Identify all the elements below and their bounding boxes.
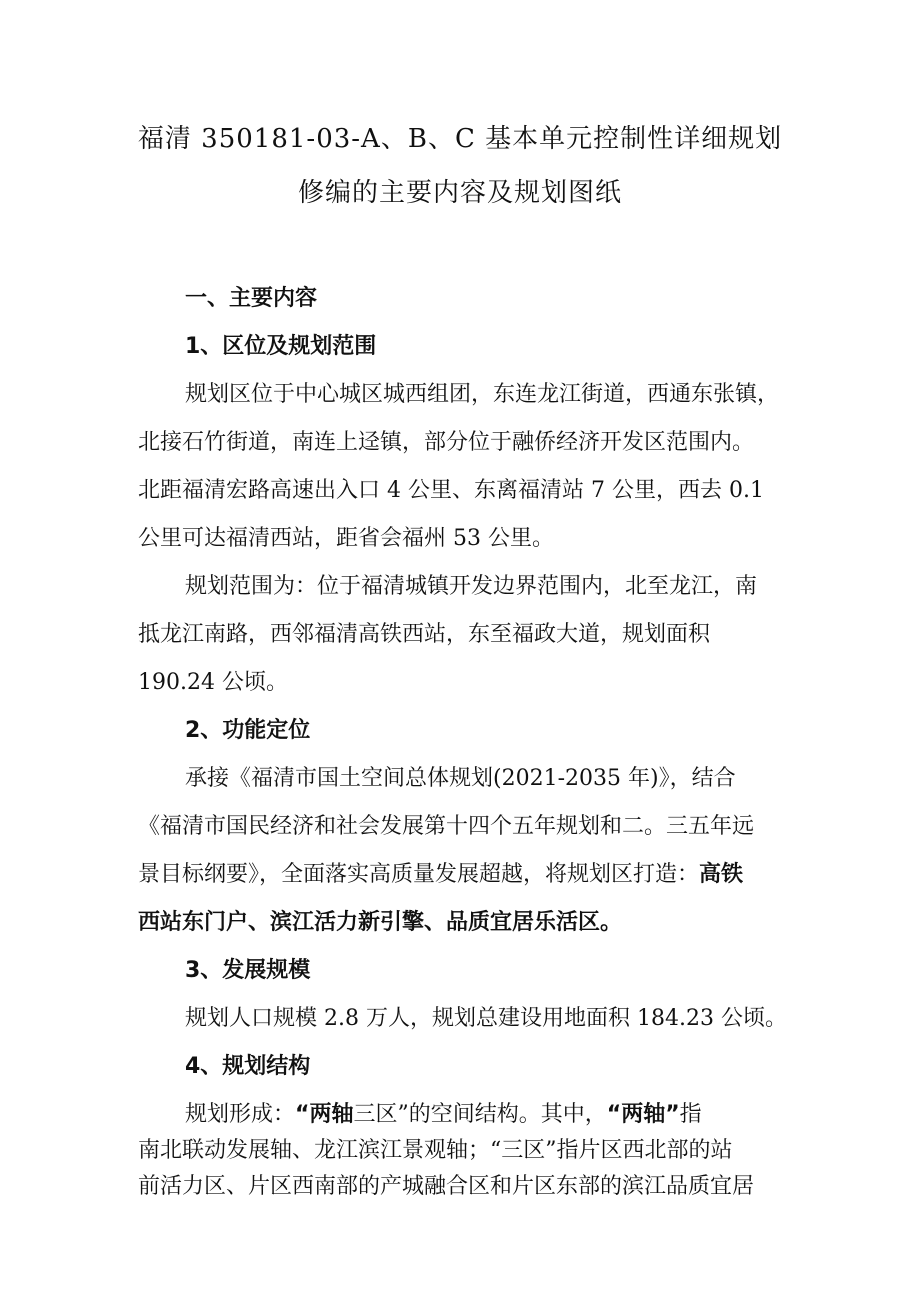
document-title-line-1: 福清 350181-03-A、B、C 基本单元控制性详细规划 — [137, 124, 783, 154]
paragraph-line: 公里可达福清西站，距省会福州 53 公里。 — [138, 526, 554, 551]
paragraph-line — [138, 860, 743, 890]
subsection-heading-structure: 4、规划结构 — [185, 1054, 311, 1079]
paragraph-line: 北接石竹街道，南连上迳镇，部分位于融侨经济开发区范围内。 — [138, 430, 755, 455]
paragraph-line: 前活力区、片区西南部的产城融合区和片区东部的滨江品质宜居 — [138, 1174, 755, 1199]
paragraph-line: 南北联动发展轴、龙江滨江景观轴；“三区”指片区西北部的站 — [138, 1138, 733, 1163]
subsection-heading-scale: 3、发展规模 — [185, 958, 311, 983]
paragraph-line: 抵龙江南路，西邻福清高铁西站，东至福政大道，规划面积 — [138, 622, 711, 647]
paragraph-line: 《福清市国民经济和社会发展第十四个五年规划和二。三五年远 — [138, 814, 755, 839]
paragraph-line — [185, 1100, 702, 1130]
section-heading-main-content: 一、主要内容 — [185, 286, 318, 311]
paragraph-line: 北距福清宏路高速出入口 4 公里、东离福清站 7 公里，西去 0.1 — [138, 478, 764, 503]
emphasis-text: 高铁 — [699, 862, 744, 887]
paragraph-text: 景目标纲要》，全面落实高质量发展超越，将规划区打造： — [138, 862, 700, 887]
paragraph-line: 规划范围为：位于福清城镇开发边界范围内，北至龙江，南 — [185, 574, 758, 599]
emphasis-text: “两轴” — [606, 1102, 680, 1127]
emphasis-line: 西站东门户、滨江活力新引擎、品质宜居乐活区。 — [138, 910, 623, 935]
document-title-line-2: 修编的主要内容及规划图纸 — [297, 178, 622, 208]
emphasis-text: “两轴 — [295, 1102, 354, 1127]
paragraph-line: 承接《福清市国土空间总体规划(2021-2035 年)》，结合 — [185, 766, 736, 791]
subsection-heading-location: 1、区位及规划范围 — [185, 334, 377, 359]
paragraph-line: 190.24 公顷。 — [138, 670, 288, 695]
paragraph-line: 规划区位于中心城区城西组团，东连龙江街道，西通东张镇， — [185, 382, 780, 407]
subsection-heading-function: 2、功能定位 — [185, 718, 311, 743]
paragraph-text: 三区”的空间结构。其中， — [353, 1102, 607, 1127]
paragraph-text: 指 — [679, 1102, 702, 1127]
paragraph-text: 规划形成： — [185, 1102, 296, 1127]
paragraph-line: 规划人口规模 2.8 万人，规划总建设用地面积 184.23 公顷。 — [185, 1006, 787, 1031]
